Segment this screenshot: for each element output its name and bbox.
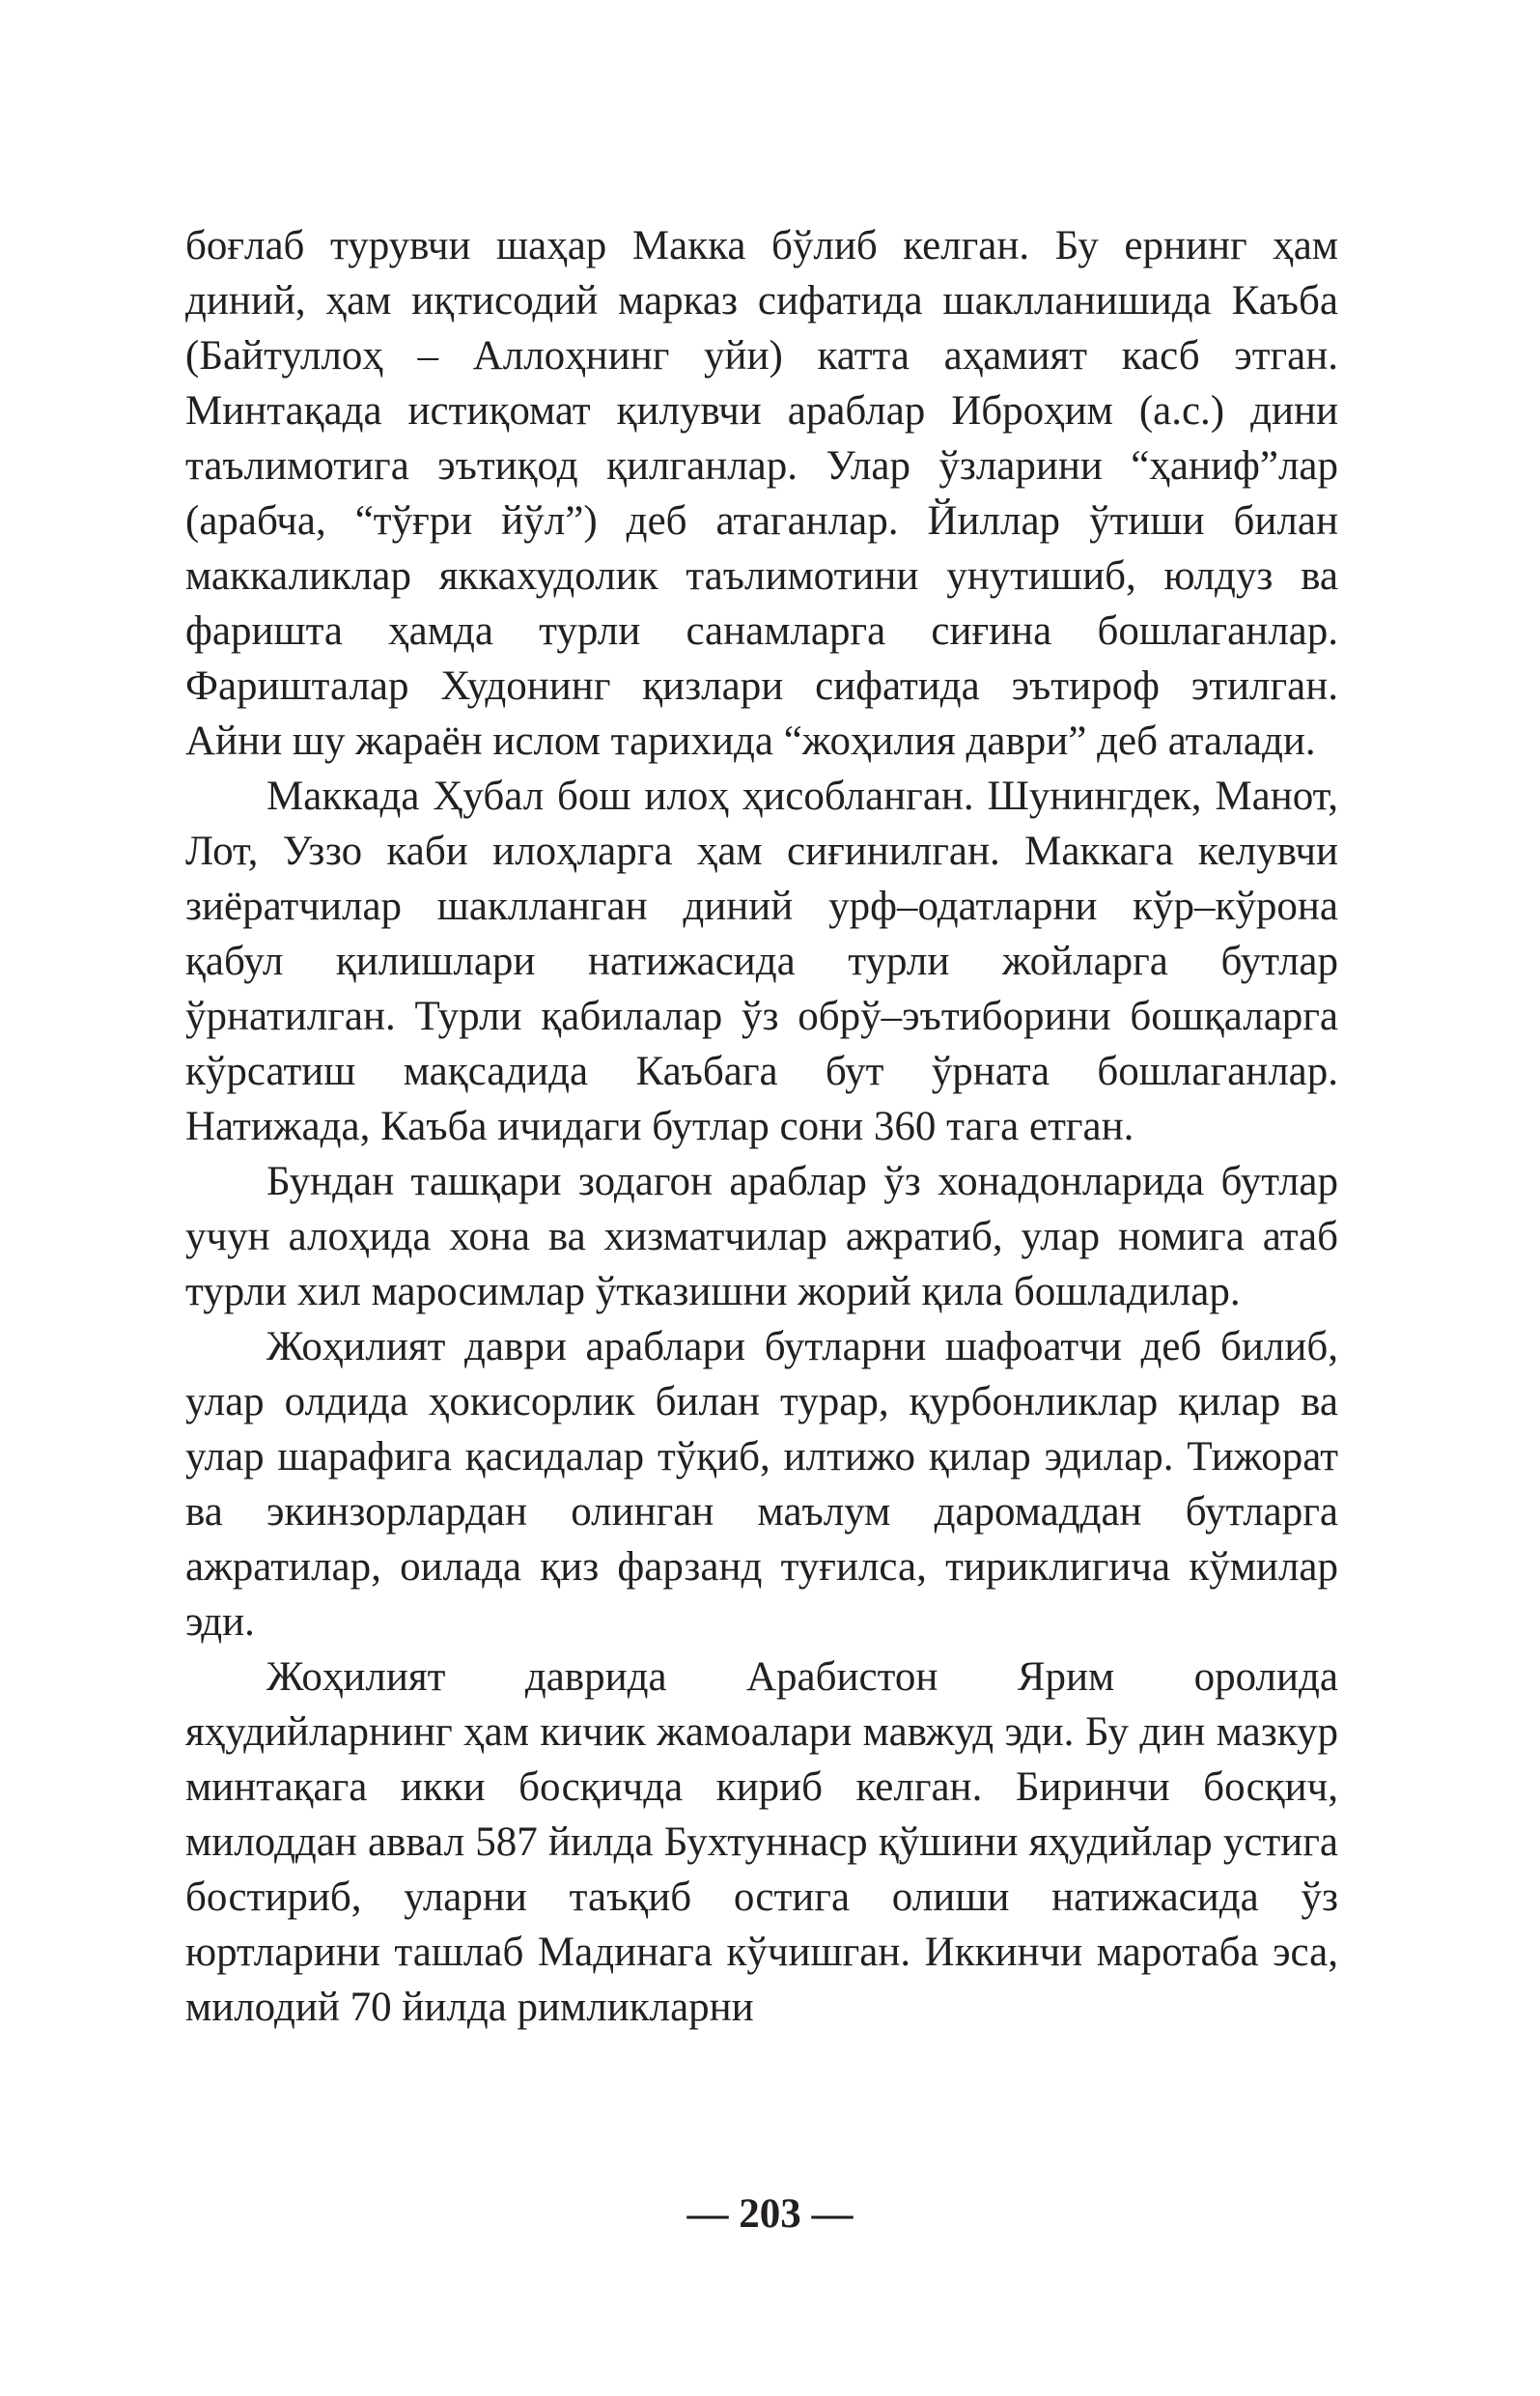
paragraph-1: боғлаб турувчи шаҳар Макка бўлиб келган. Бу ернинг ҳам диний, ҳам иқтисодий марказ сифатида шаклланишида Каъба (Байтуллоҳ – Аллоҳнинг уйи) катта аҳамият касб этган. Минтақада истиқомат қилувчи араблар Иброҳим (а.с.) дини таълимотига эътиқод қилганлар. Улар ўзларини “ҳаниф”лар (арабча, “тўғри йўл”) деб атаганлар. Йиллар ўтиши билан маккаликлар яккахудолик таълимотини унутишиб, юлдуз ва фаришта ҳамда турли санамларга сиғина бошлаганлар. Фаришталар Худонинг қизлари сифатида эътироф этилган. Айни шу жараён ислом тарихида “жоҳилия даври” деб аталади. [185,223,1338,764]
page-number: — 203 — [686,2191,854,2237]
paragraph-4: Жоҳилият даври араблари бутларни шафоатчи деб билиб, улар олдида ҳокисорлик билан турар, қурбонликлар қилар ва улар шарафига қасидалар тўқиб, илтижо қилар эдилар. Тижорат ва экинзорлардан олинган маълум даромаддан бутларга ажратилар, оилада қиз фарзанд туғилса, тириклигича кўмилар эди. [185,1324,1338,1645]
paragraph-5: Жоҳилият даврида Арабистон Ярим оролида яҳудийларнинг ҳам кичик жамоалари мавжуд эди. Бу дин мазкур минтақага икки босқичда кириб келган. Биринчи босқич, милоддан аввал 587 йилда Бухтуннаср қўшини яҳудийлар устига бостириб, уларни таъқиб остига олиши натижасида ўз юртларини ташлаб Мадинага кўчишган. Иккинчи маротаба эса, милодий 70 йилда римликларни [185,1654,1338,2030]
body-text [185,218,1338,2035]
paragraph-2: Маккада Ҳубал бош илоҳ ҳисобланган. Шунингдек, Манот, Лот, Уззо каби илоҳларга ҳам сиғинилган. Маккага келувчи зиёратчилар шаклланган диний урф–одатларни кўр–кўрона қабул қилишлари натижасида турли жойларга бутлар ўрнатилган. Турли қабилалар ўз обрў–эътиборини бошқаларга кўрсатиш мақсадида Каъбага бут ўрната бошлаганлар. Натижада, Каъба ичидаги бутлар сони 360 тага етган. [185,774,1338,1149]
paragraph-3: Бундан ташқари зодагон араблар ўз хонадонларида бутлар учун алоҳида хона ва хизматчилар ажратиб, улар номига атаб турли хил маросимлар ўтказишни жорий қила бошладилар. [185,1159,1338,1314]
